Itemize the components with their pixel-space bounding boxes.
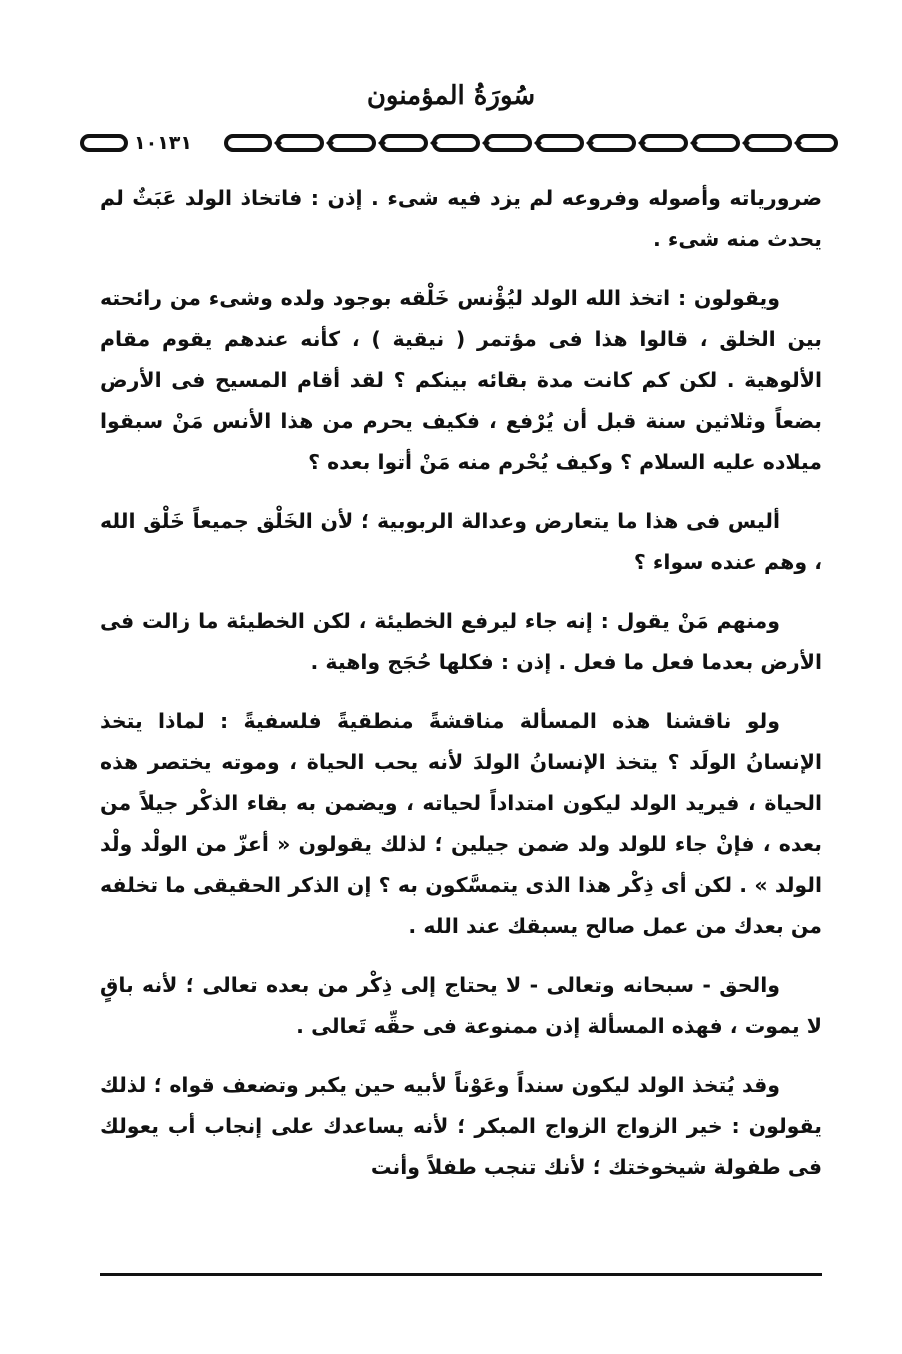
paragraph: أليس فى هذا ما يتعارض وعدالة الربوبية ؛ لأن الخَلْق جميعاً خَلْق الله ، وهم عنده سواء ؟ — [100, 509, 822, 574]
paragraph: ولو ناقشنا هذه المسألة مناقشةً منطقيةً فلسفيةً : لماذا يتخذ الإنسانُ الولَد ؟ يتخذ الإنسانُ الولدَ لأنه يحب الحياة ، وموته يختصر هذه الحياة ، فيريد الولد ليكون امتداداً لحياته ، ويضمن به بقاء الذكْر جيلاً من بعده ، فإنْ جاء للولد ولد ضمن جيلين ؛ لذلك يقولون « أعزّ من الولْد ولْد الولد » . لكن أى ذِكْر هذا الذى يتمسَّكون به ؟ إن الذكر الحقيقى ما تخلفه من بعدك من عمل صالح يسبقك عند الله . — [100, 709, 822, 938]
footer-rule — [100, 1273, 822, 1276]
paragraph: ومنهم مَنْ يقول : إنه جاء ليرفع الخطيئة ، لكن الخطيئة ما زالت فى الأرض بعدما فعل ما فعل . إذن : فكلها حُجَج واهية . — [100, 609, 822, 674]
paragraph: ضرورياته وأصوله وفروعه لم يزد فيه شىء . إذن : فاتخاذ الولد عَبَثٌ لم يحدث منه شىء . — [100, 186, 822, 251]
page-number: ١٠١٣١ — [128, 128, 198, 158]
paragraph: ويقولون : اتخذ الله الولد ليُؤْنس خَلْقه بوجود ولده وشىء من رائحته بين الخلق ، قالوا هذا فى مؤتمر ( نيقية ) ، كأنه عندهم يقوم مقام الألوهية . لكن كم كانت مدة بقائه بينكم ؟ لقد أقام المسيح فى الأرض بضعاً وثلاثين سنة قبل أن يُرْفع ، فكيف يحرم من هذا الأنس مَنْ سبقوا ميلاده عليه السلام ؟ وكيف يُحْرم منه مَنْ أتوا بعده ؟ — [100, 286, 822, 474]
body-text — [100, 178, 822, 1206]
surah-title: سُورَةُ المؤمنون — [366, 81, 536, 111]
paragraph: وقد يُتخذ الولد ليكون سنداً وعَوْناً لأبيه حين يكبر وتضعف قواه ؛ لذلك يقولون : خير الزواج الزواج المبكر ؛ لأنه يساعدك على إنجاب أب يعولك فى طفولة شيخوختك ؛ لأنك تنجب طفلاً وأنت — [100, 1073, 822, 1179]
paragraph: والحق - سبحانه وتعالى - لا يحتاج إلى ذِكْر من بعده تعالى ؛ لأنه باقٍ لا يموت ، فهذه المسألة إذن ممنوعة فى حقِّه تَعالى . — [100, 973, 822, 1038]
